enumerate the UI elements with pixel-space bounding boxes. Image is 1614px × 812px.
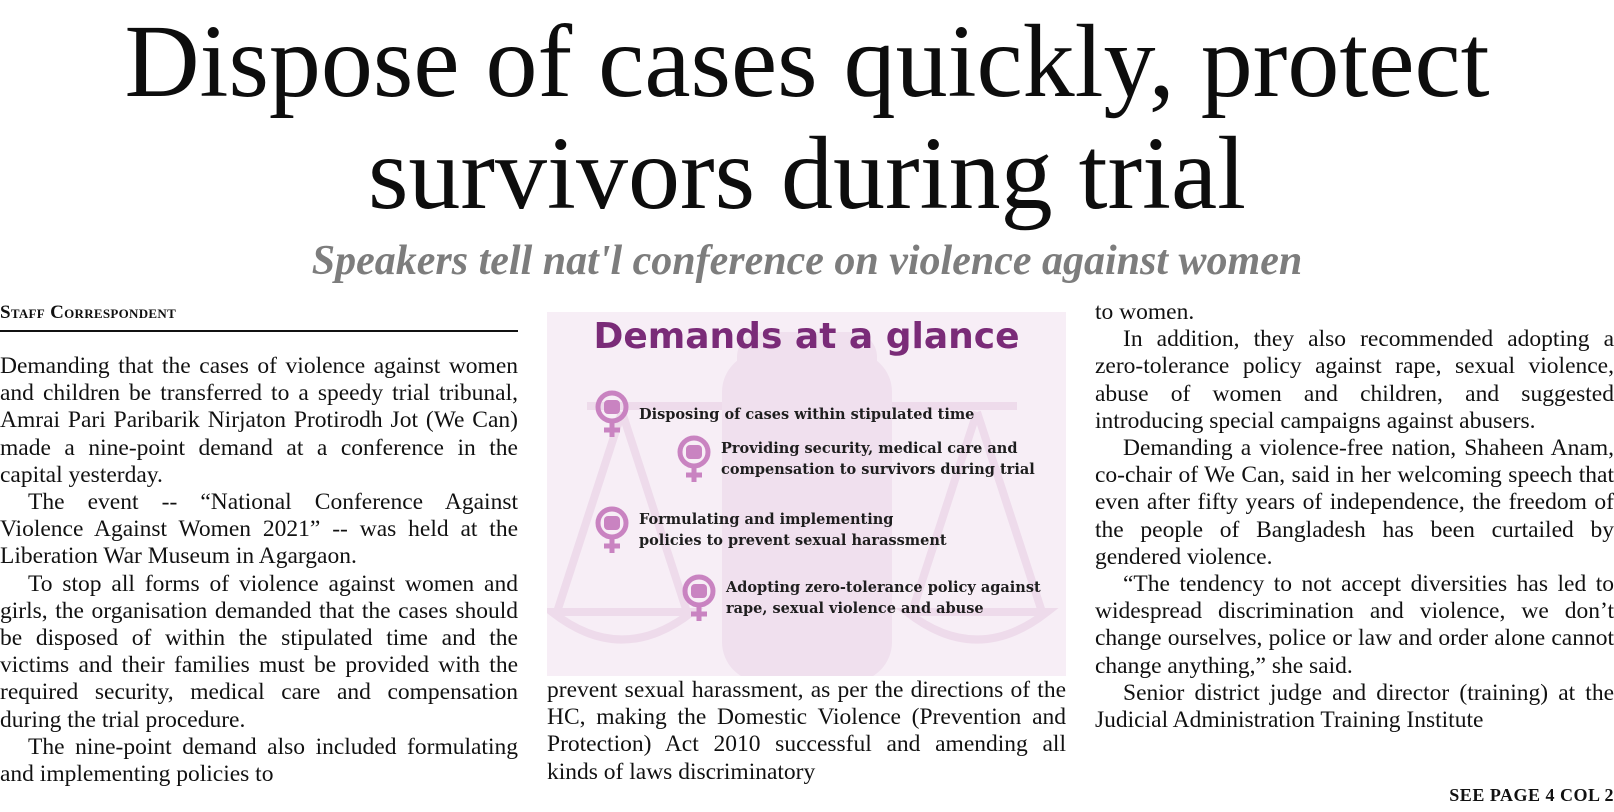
paragraph: to women. [1095, 299, 1195, 325]
paragraph: In addition, they also recommended adopting a zero-tolerance policy against rape, sexual violence, abuse of women and children, and suggested introducing special campaigns against abusers. [1095, 326, 1614, 434]
paragraph: To stop all forms of violence against women and girls, the organisation demanded that the cases should be disposed of within the stipulated time and the victims and their families must be provided with the required security, medical care and compensation during the trial procedure. [0, 570, 518, 733]
continuation-jump-link[interactable]: SEE PAGE 4 COL 2 [1449, 785, 1614, 805]
demand-item [673, 435, 1035, 483]
article-column-3 [1095, 299, 1614, 734]
demands-infographic [547, 312, 1066, 676]
paragraph: Demanding that the cases of violence against women and children be transferred to a speedy trial tribunal, Amrai Pari Paribarik Nirjaton Protirodh Jot (We Can) made a nine-point demand at a conference in the capital yesterday. [0, 353, 518, 488]
demand-text: Adopting zero-tolerance policy against [726, 579, 1041, 596]
infographic-title: Demands at a glance [593, 316, 1020, 357]
demand-text: compensation to survivors during trial [721, 461, 1035, 478]
demand-text: rape, sexual violence and abuse [726, 600, 984, 617]
paragraph: Senior district judge and director (training) at the Judicial Administration Training Institute [1095, 679, 1614, 734]
byline: Staff Correspondent [0, 302, 518, 332]
demand-item [678, 574, 1041, 622]
demand-item [591, 506, 947, 554]
female-symbol-fist-icon [591, 506, 633, 554]
demand-text: Formulating and implementing [639, 511, 894, 528]
paragraph: The nine-point demand also included formulating and implementing policies to [0, 733, 518, 788]
demand-text: Disposing of cases within stipulated time [639, 405, 975, 423]
demand-text: Providing security, medical care and [721, 440, 1018, 457]
article-column-1 [0, 353, 518, 788]
female-symbol-fist-icon [678, 574, 720, 622]
paragraph: The event -- “National Conference Against Violence Against Women 2021” -- was held at the Liberation War Museum in Agargaon. [0, 489, 518, 570]
article-column-2 [547, 677, 1066, 786]
female-symbol-fist-icon [591, 390, 633, 438]
paragraph: Demanding a violence-free nation, Shaheen Anam, co-chair of We Can, said in her welcoming speech that even after fifty years of independence, the freedom of the people of Bangladesh has been curtailed by gendered violence. [1095, 435, 1614, 570]
female-symbol-fist-icon [673, 435, 715, 483]
paragraph: prevent sexual harassment, as per the directions of the HC, making the Domestic Violence (Prevention and Protection) Act 2010 successful and amending all kinds of laws discriminatory [547, 677, 1066, 785]
demand-item [591, 390, 974, 438]
demand-text: policies to prevent sexual harassment [639, 532, 947, 549]
paragraph: “The tendency to not accept diversities has led to widespread discrimination and violence, we don’t change ourselves, police or law and order alone cannot change anything,” she said. [1095, 571, 1614, 679]
subheadline: Speakers tell nat'l conference on violence against women [311, 238, 1303, 284]
headline: Dispose of cases quickly, protect survivors during trial [124, 4, 1490, 231]
